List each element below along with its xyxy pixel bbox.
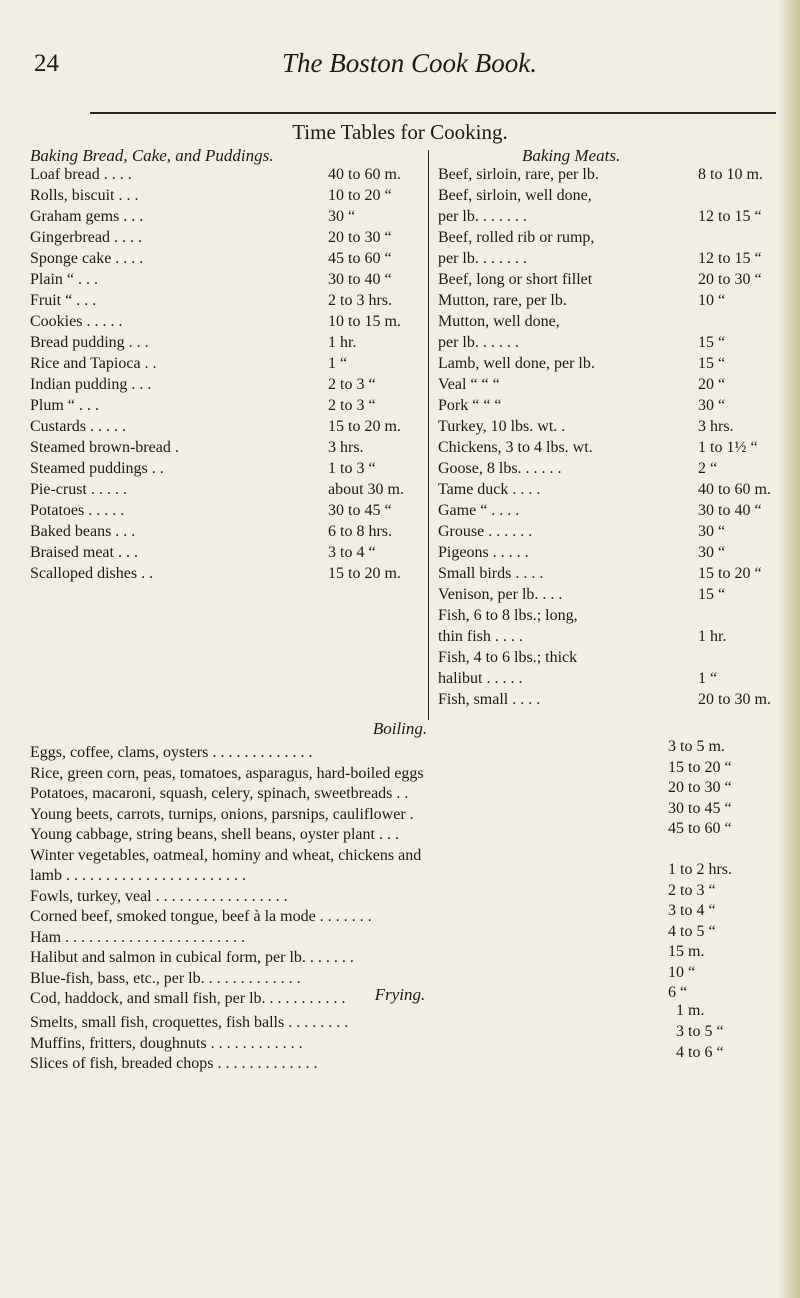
list-item: [30, 1013, 650, 1034]
item-time: 30 to 45 “: [668, 799, 732, 817]
item-time: 10 “: [668, 963, 696, 981]
item-name: Pigeons . . . . .: [438, 544, 529, 561]
item-time: 15 “: [698, 586, 726, 603]
item-name: Tame duck . . . .: [438, 481, 541, 498]
list-item: [30, 805, 650, 826]
item-name: Game “ . . . .: [438, 502, 520, 519]
table-row: [438, 542, 778, 563]
item-time: 15 “: [698, 334, 726, 351]
page-title: Time Tables for Cooking.: [292, 120, 508, 144]
list-item: [30, 784, 650, 805]
item-time: 20 to 30 “: [698, 271, 762, 288]
table-row: [438, 689, 778, 710]
item-name: Halibut and salmon in cubical form, per lb. . . . . . .: [30, 949, 354, 966]
item-time: 30 to 45 “: [328, 502, 392, 519]
item-name: Fruit “ . . .: [30, 292, 97, 309]
item-name: Fish, 6 to 8 lbs.; long,: [438, 607, 578, 624]
item-time: 1 to 1½ “: [698, 439, 758, 456]
column-divider: [428, 150, 429, 720]
item-name: Rice and Tapioca . .: [30, 355, 157, 372]
item-name: per lb. . . . . . .: [438, 250, 527, 267]
item-name: Small birds . . . .: [438, 565, 544, 582]
table-row: [438, 500, 778, 521]
item-name: Young cabbage, string beans, shell beans, oyster plant . . .: [30, 826, 399, 843]
item-name: Steamed puddings . .: [30, 460, 164, 477]
item-time: 12 to 15 “: [698, 250, 762, 267]
table-row: [438, 521, 778, 542]
baking-bread-list: [30, 164, 422, 584]
item-name: Turkey, 10 lbs. wt. .: [438, 418, 566, 435]
item-time: 3 to 4 “: [668, 902, 716, 919]
list-item: [676, 1021, 786, 1042]
item-time: 1 to 2 hrs.: [668, 861, 732, 878]
item-time: 2 to 3 hrs.: [328, 292, 392, 309]
table-row: [438, 563, 778, 584]
item-time: 1 to 3 “: [328, 460, 376, 477]
baking-bread-heading: Baking Bread, Cake, and Puddings.: [30, 146, 274, 165]
item-name: Goose, 8 lbs. . . . . .: [438, 460, 562, 477]
item-time: 20 to 30 “: [328, 229, 392, 246]
table-row: [30, 374, 422, 395]
item-time: 15 to 20 “: [668, 758, 732, 776]
item-time: 4 to 6 “: [676, 1044, 724, 1061]
item-time: 20 to 30 m.: [698, 691, 771, 708]
item-name: Lamb, well done, per lb.: [438, 355, 595, 372]
table-row: [30, 290, 422, 311]
frying-list: [30, 1013, 650, 1075]
item-name: Cod, haddock, and small fish, per lb. . . . . . . . . . .: [30, 990, 346, 1007]
item-name: Fowls, turkey, veal . . . . . . . . . . . . . . . . .: [30, 887, 288, 905]
table-row: [438, 332, 778, 353]
item-name: Plum “ . . .: [30, 397, 99, 414]
table-row: [438, 374, 778, 395]
table-row: [438, 605, 778, 626]
table-row: [30, 458, 422, 479]
item-time: 6 to 8 hrs.: [328, 523, 392, 540]
list-item: [668, 942, 788, 963]
item-time: 1 hr.: [698, 628, 727, 645]
frying-times: [676, 1000, 786, 1063]
table-row: [30, 416, 422, 437]
list-item: [668, 819, 788, 840]
item-time: 40 to 60 m.: [328, 166, 401, 183]
list-item: [676, 1000, 786, 1021]
list-item: [676, 1042, 786, 1063]
item-time: 20 to 30 “: [668, 779, 732, 796]
item-name: Potatoes . . . . .: [30, 502, 125, 519]
item-time: 2 to 3 “: [328, 376, 376, 393]
item-time: 15 to 20 m.: [328, 418, 401, 435]
table-row: [30, 542, 422, 563]
item-name: Young beets, carrots, turnips, onions, parsnips, cauliflower .: [30, 805, 414, 823]
item-name: Mutton, rare, per lb.: [438, 292, 567, 309]
item-name: Beef, sirloin, rare, per lb.: [438, 166, 599, 183]
table-row: [438, 206, 778, 227]
item-time: 45 to 60 “: [668, 820, 732, 837]
item-name: Braised meat . . .: [30, 544, 138, 561]
table-row: [30, 500, 422, 521]
item-name: Fish, 4 to 6 lbs.; thick: [438, 649, 578, 666]
item-name: Beef, rolled rib or rump,: [438, 229, 595, 246]
item-time: 3 to 4 “: [328, 544, 376, 561]
item-name: Beef, long or short fillet: [438, 271, 593, 288]
item-name: per lb. . . . . .: [438, 334, 519, 351]
item-name: Baked beans . . .: [30, 523, 136, 540]
list-item: [668, 799, 788, 820]
table-row: [30, 185, 422, 206]
item-name: Beef, sirloin, well done,: [438, 187, 592, 204]
table-row: [438, 437, 778, 458]
header-rule: [90, 112, 776, 114]
item-time: 15 m.: [668, 943, 705, 960]
item-name: Slices of fish, breaded chops . . . . . . . . . . . . .: [30, 1055, 318, 1072]
item-name: Pie-crust . . . . .: [30, 481, 127, 498]
list-item: [30, 743, 650, 764]
item-name: Gingerbread . . . .: [30, 229, 142, 246]
item-name: Veal “ “ “: [438, 376, 500, 393]
item-time: 10 to 20 “: [328, 187, 392, 204]
running-title: The Boston Cook Book.: [282, 48, 537, 78]
item-time: 4 to 5 “: [668, 922, 716, 940]
item-name: Sponge cake . . . .: [30, 250, 144, 267]
item-name: Pork “ “ “: [438, 397, 502, 414]
item-name: Mutton, well done,: [438, 313, 560, 330]
list-item: [30, 907, 650, 928]
item-time: 2 to 3 “: [668, 881, 716, 899]
table-row: [438, 248, 778, 269]
item-name: Cookies . . . . .: [30, 313, 123, 330]
table-row: [30, 206, 422, 227]
page-number: 24: [34, 50, 59, 77]
list-item: [30, 948, 650, 969]
list-item: [668, 860, 788, 881]
table-row: [30, 437, 422, 458]
item-name: Chickens, 3 to 4 lbs. wt.: [438, 439, 593, 456]
frying-heading: Frying.: [374, 985, 426, 1004]
item-name: Bread pudding . . .: [30, 334, 149, 351]
item-time: 2 “: [698, 460, 718, 477]
item-time: 30 “: [698, 397, 726, 414]
table-row: [30, 395, 422, 416]
list-item: [30, 846, 650, 867]
baking-meats-heading: Baking Meats.: [522, 146, 621, 165]
item-time: 45 to 60 “: [328, 250, 392, 267]
table-row: [438, 290, 778, 311]
table-row: [30, 269, 422, 290]
item-time: 1 m.: [676, 1002, 705, 1019]
item-time: 1 “: [698, 670, 718, 687]
item-time: 1 hr.: [328, 334, 357, 351]
item-name: Winter vegetables, oatmeal, hominy and wheat, chickens and: [30, 846, 422, 864]
item-time: 20 “: [698, 376, 726, 393]
list-item: [668, 901, 788, 922]
table-row: [438, 311, 778, 332]
item-time: 30 “: [698, 544, 726, 561]
table-row: [30, 164, 422, 185]
list-item: [30, 1054, 650, 1075]
list-item: [668, 840, 788, 861]
item-name: Ham . . . . . . . . . . . . . . . . . . . . . . .: [30, 928, 246, 946]
item-name: Venison, per lb. . . .: [438, 586, 563, 603]
boiling-list: [30, 743, 650, 1010]
item-time: 30 “: [328, 208, 356, 225]
table-row: [438, 185, 778, 206]
item-time: 10 to 15 m.: [328, 313, 401, 330]
list-item: [30, 1034, 650, 1055]
list-item: [668, 758, 788, 779]
baking-meats-list: [438, 164, 778, 710]
item-name: Muffins, fritters, doughnuts . . . . . . . . . . . .: [30, 1034, 303, 1052]
item-name: Steamed brown-bread .: [30, 439, 179, 456]
item-name: Eggs, coffee, clams, oysters . . . . . . . . . . . . .: [30, 744, 313, 761]
table-row: [30, 227, 422, 248]
item-time: 1 “: [328, 355, 348, 372]
list-item: [668, 963, 788, 984]
item-name: Plain “ . . .: [30, 271, 98, 288]
list-item: [30, 887, 650, 908]
item-name: Indian pudding . . .: [30, 376, 152, 393]
page-edge: [778, 0, 800, 1298]
list-item: [30, 764, 650, 785]
table-row: [438, 269, 778, 290]
item-name: thin fish . . . .: [438, 628, 523, 645]
list-item: [668, 737, 788, 758]
table-row: [438, 395, 778, 416]
item-time: 15 to 20 m.: [328, 565, 401, 582]
table-row: [438, 164, 778, 185]
item-name: Blue-fish, bass, etc., per lb. . . . . . . . . . . . .: [30, 969, 301, 987]
list-item: [30, 866, 650, 887]
item-time: 8 to 10 m.: [698, 166, 763, 183]
item-name: Scalloped dishes . .: [30, 565, 154, 582]
list-item: [30, 825, 650, 846]
item-name: Rolls, biscuit . . .: [30, 187, 139, 204]
table-row: [438, 353, 778, 374]
table-row: [438, 584, 778, 605]
item-name: Potatoes, macaroni, squash, celery, spinach, sweetbreads . .: [30, 785, 409, 802]
item-time: 30 “: [698, 523, 726, 540]
item-name: Grouse . . . . . .: [438, 523, 533, 540]
table-row: [438, 668, 778, 689]
table-row: [30, 332, 422, 353]
item-time: 15 to 20 “: [698, 565, 762, 582]
item-name: Loaf bread . . . .: [30, 166, 132, 183]
boiling-heading: Boiling.: [372, 719, 428, 738]
item-time: 3 hrs.: [698, 418, 734, 435]
list-item: [668, 881, 788, 902]
boiling-times: [668, 737, 788, 1004]
item-time: 3 to 5 m.: [668, 738, 725, 755]
item-name: Smelts, small fish, croquettes, fish balls . . . . . . . .: [30, 1014, 349, 1031]
item-time: about 30 m.: [328, 481, 404, 498]
item-time: 10 “: [698, 292, 726, 309]
table-row: [438, 647, 778, 668]
item-name: per lb. . . . . . .: [438, 208, 527, 225]
table-row: [438, 479, 778, 500]
list-item: [30, 928, 650, 949]
table-row: [30, 248, 422, 269]
item-time: 15 “: [698, 355, 726, 372]
item-time: 30 to 40 “: [698, 502, 762, 519]
item-time: 40 to 60 m.: [698, 481, 771, 498]
item-time: 30 to 40 “: [328, 271, 392, 288]
item-time: 2 to 3 “: [328, 397, 376, 414]
list-item: [668, 922, 788, 943]
item-name: Corned beef, smoked tongue, beef à la mode . . . . . . .: [30, 908, 372, 925]
item-time: 3 hrs.: [328, 439, 364, 456]
item-name: halibut . . . . .: [438, 670, 523, 687]
table-row: [438, 626, 778, 647]
table-row: [438, 416, 778, 437]
item-time: 12 to 15 “: [698, 208, 762, 225]
list-item: [668, 778, 788, 799]
item-name: Fish, small . . . .: [438, 691, 541, 708]
item-time: 3 to 5 “: [676, 1023, 724, 1040]
item-name: lamb . . . . . . . . . . . . . . . . . . . . . . .: [30, 867, 246, 884]
table-row: [30, 563, 422, 584]
table-row: [30, 479, 422, 500]
item-name: Custards . . . . .: [30, 418, 126, 435]
item-time: 6 “: [668, 984, 688, 1001]
table-row: [30, 521, 422, 542]
table-row: [30, 353, 422, 374]
item-name: Rice, green corn, peas, tomatoes, asparagus, hard-boiled eggs: [30, 764, 424, 782]
item-name: Graham gems . . .: [30, 208, 144, 225]
table-row: [438, 227, 778, 248]
table-row: [30, 311, 422, 332]
table-row: [438, 458, 778, 479]
